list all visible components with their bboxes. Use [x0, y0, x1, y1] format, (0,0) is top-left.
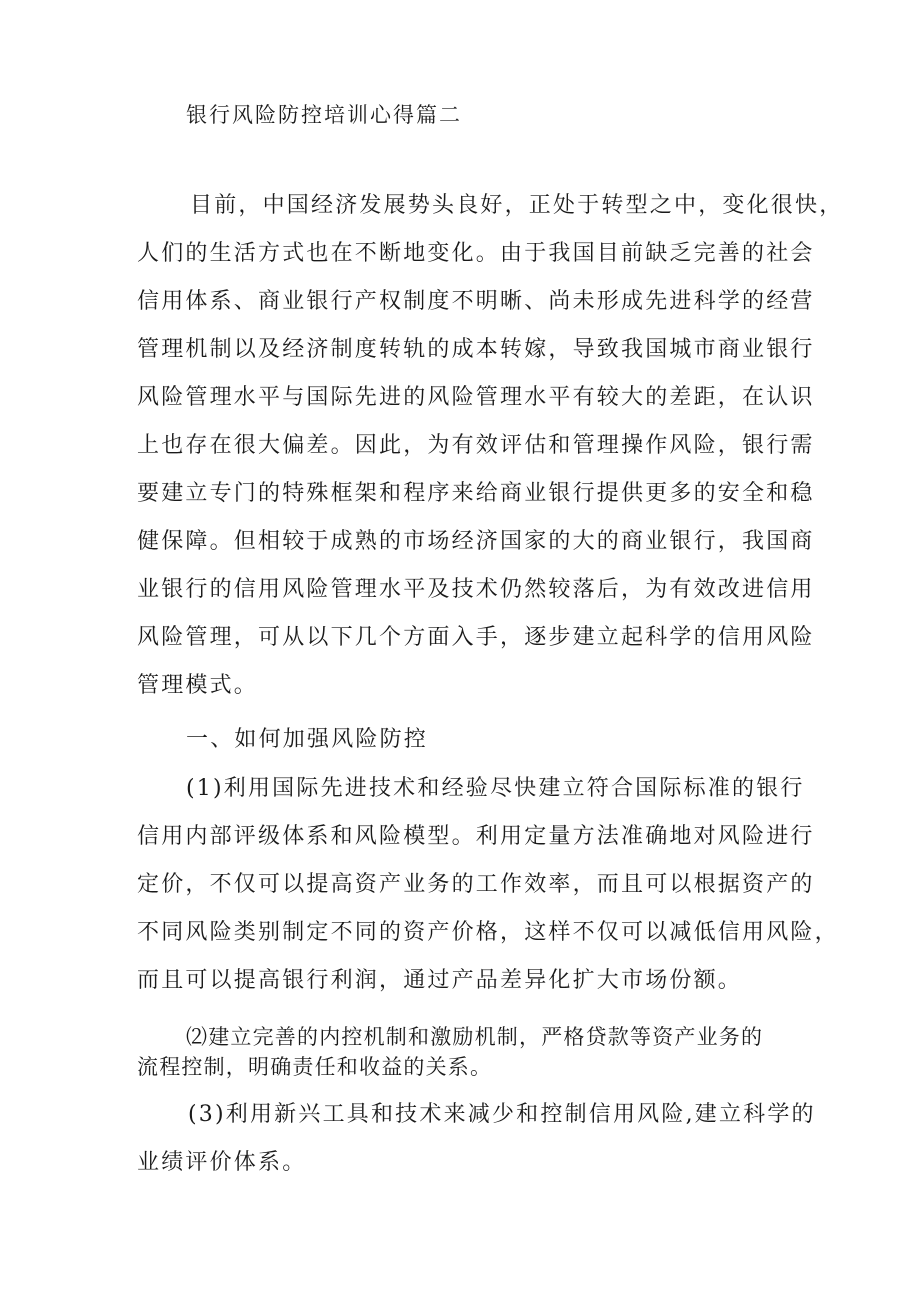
text-line: 目前，中国经济发展势头良好，正处于转型之中，变化很快， [190, 193, 844, 218]
text-line: (1)利用国际先进技术和经验尽快建立符合国际标准的银行 [186, 776, 805, 801]
text-line: 信用内部评级体系和风险模型。利用定量方法准确地对风险进行 [137, 824, 815, 849]
text-line: 管理机制以及经济制度转轨的成本转嫁，导致我国城市商业银行 [137, 337, 815, 362]
section-heading: 一、如何加强风险防控 [186, 727, 429, 752]
text-line: 而且可以提高银行利润，通过产品差异化扩大市场份额。 [137, 968, 743, 993]
text-line: ⑵建立完善的内控机制和激励机制，严格贷款等资产业务的 [186, 1025, 764, 1049]
text-line: 风险管理，可从以下几个方面入手，逐步建立起科学的信用风险 [137, 625, 815, 650]
text-line: 信用体系、商业银行产权制度不明晰、尚未形成先进科学的经营 [137, 289, 815, 314]
text-line: 健保障。但相较于成熟的市场经济国家的大的商业银行，我国商 [137, 529, 815, 554]
text-line: 不同风险类别制定不同的资产价格，这样不仅可以减低信用风险， [137, 920, 839, 945]
text-line: 上也存在很大偏差。因此，为有效评估和管理操作风险，银行需 [137, 433, 815, 458]
text-line: 流程控制，明确责任和收益的关系。 [137, 1055, 493, 1079]
text-line: (3)利用新兴工具和技术来减少和控制信用风险,建立科学的 [188, 1102, 816, 1127]
text-line: 业银行的信用风险管理水平及技术仍然较落后，为有效改进信用 [137, 577, 815, 602]
text-line: 定价，不仅可以提高资产业务的工作效率，而且可以根据资产的 [137, 872, 815, 897]
document-title: 银行风险防控培训心得篇二 [186, 103, 462, 127]
text-line: 要建立专门的特殊框架和程序来给商业银行提供更多的安全和稳 [137, 481, 815, 506]
text-line: 管理模式。 [137, 673, 259, 698]
text-line: 业绩评价体系。 [137, 1150, 307, 1175]
text-line: 人们的生活方式也在不断地变化。由于我国目前缺乏完善的社会 [137, 241, 815, 266]
text-line: 风险管理水平与国际先进的风险管理水平有较大的差距，在认识 [137, 385, 815, 410]
